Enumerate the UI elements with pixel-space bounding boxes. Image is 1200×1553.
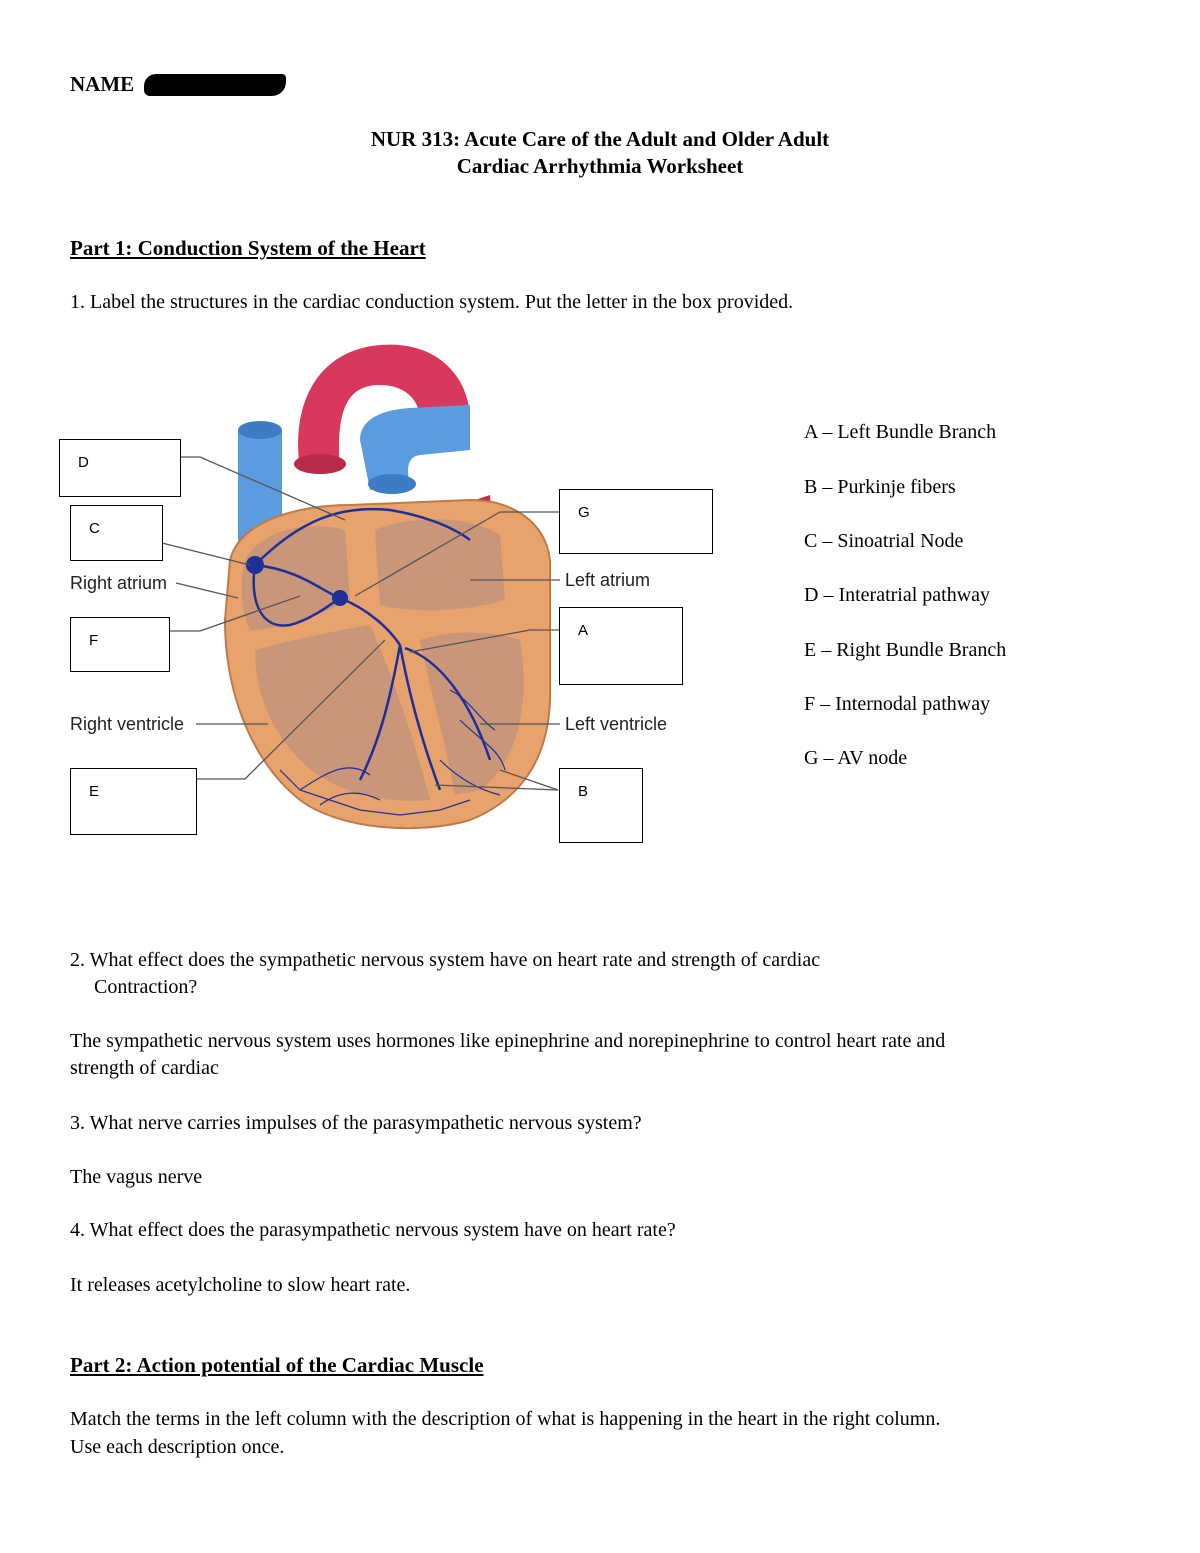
label-box-e[interactable]: E bbox=[70, 768, 197, 835]
label-box-g[interactable]: G bbox=[559, 489, 713, 554]
part1-heading: Part 1: Conduction System of the Heart bbox=[70, 236, 426, 260]
question-2: 2. What effect does the sympathetic nervous system have on heart rate and strength of cardiac bbox=[70, 949, 821, 971]
question-3: 3. What nerve carries impulses of the parasympathetic nervous system? bbox=[70, 1112, 642, 1134]
answer-3: The vagus nerve bbox=[70, 1166, 203, 1188]
question-1: 1. Label the structures in the cardiac conduction system. Put the letter in the box provided. bbox=[70, 291, 794, 313]
left-atrium-chamber bbox=[375, 519, 505, 610]
key-item-c: C – Sinoatrial Node bbox=[804, 530, 964, 552]
label-box-a[interactable]: A bbox=[559, 607, 683, 685]
key-item-f: F – Internodal pathway bbox=[804, 693, 991, 715]
key-item-e: E – Right Bundle Branch bbox=[804, 639, 1007, 661]
name-label: NAME bbox=[70, 72, 135, 96]
label-box-b[interactable]: B bbox=[559, 768, 643, 843]
question-2-continued: Contraction? bbox=[94, 976, 198, 998]
label-left-atrium: Left atrium bbox=[565, 570, 651, 590]
label-right-ventricle: Right ventricle bbox=[70, 714, 185, 734]
course-title: NUR 313: Acute Care of the Adult and Older Adult bbox=[370, 127, 830, 151]
part2-instructions-continued: Use each description once. bbox=[70, 1436, 285, 1458]
part2-instructions: Match the terms in the left column with the description of what is happening in the heart in the right column. bbox=[70, 1408, 941, 1430]
question-4: 4. What effect does the parasympathetic nervous system have on heart rate? bbox=[70, 1219, 676, 1241]
answer-4: It releases acetylcholine to slow heart rate. bbox=[70, 1274, 411, 1296]
key-item-b: B – Purkinje fibers bbox=[804, 476, 956, 498]
label-box-c[interactable]: C bbox=[70, 505, 163, 561]
aorta-opening bbox=[294, 454, 346, 474]
av-node bbox=[332, 590, 348, 606]
key-item-d: D – Interatrial pathway bbox=[804, 584, 991, 606]
key-item-g: G – AV node bbox=[804, 747, 908, 769]
key-item-a: A – Left Bundle Branch bbox=[804, 421, 997, 443]
part2-heading: Part 2: Action potential of the Cardiac Muscle bbox=[70, 1353, 484, 1377]
answer-2-continued: strength of cardiac bbox=[70, 1057, 219, 1079]
answer-2: The sympathetic nervous system uses hormones like epinephrine and norepinephrine to control heart rate and bbox=[70, 1030, 946, 1052]
label-box-d[interactable]: D bbox=[59, 439, 181, 497]
pulmonary-opening bbox=[368, 474, 416, 494]
label-left-ventricle: Left ventricle bbox=[565, 714, 668, 734]
label-right-atrium: Right atrium bbox=[70, 573, 168, 593]
label-box-f[interactable]: F bbox=[70, 617, 170, 672]
worksheet-title: Cardiac Arrhythmia Worksheet bbox=[456, 154, 744, 178]
